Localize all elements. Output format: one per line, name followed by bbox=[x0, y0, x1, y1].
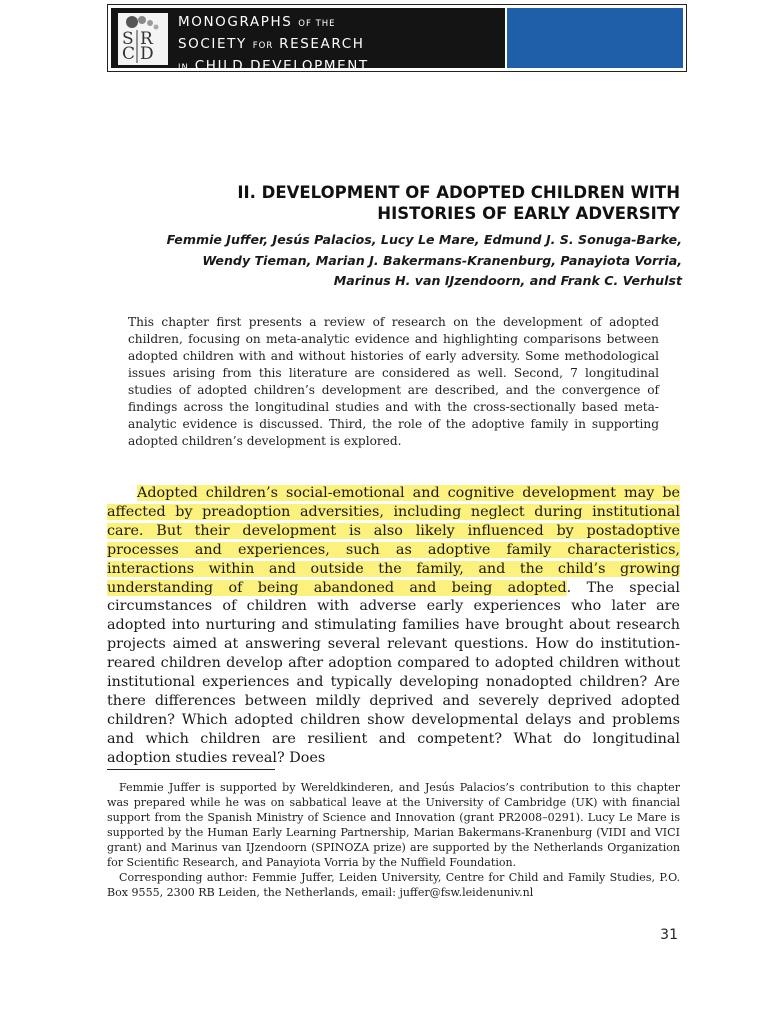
body-paragraph bbox=[107, 484, 680, 768]
svg-text:C: C bbox=[122, 44, 136, 64]
footnote-funding: Femmie Juffer is supported by Wereldkinderen, and Jesús Palacios’s contribution to this chapter was prepared while he was on sabbatical leave at the University of Cambridge (UK) with financial support from the Spanish Ministry of Science and Innovation (grant PR2008–0291). Lucy Le Mare is supported by the Human Early Learning Partnership, Marian Bakermans-Kranenburg (VIDI and VICI grant) and Marinus van IJzendoorn (SPINOZA prize) are supported by the Netherlands Organization for Scientific Research, and Panayiota Vorria by the Nuffield Foundation. bbox=[107, 781, 680, 869]
footnote bbox=[107, 780, 680, 900]
svg-text:R: R bbox=[140, 29, 153, 49]
banner-title-panel bbox=[111, 8, 505, 74]
series-title: MONOGRAPHS OF THE SOCIETY FOR RESEARCH IN CHILD DEVELOPMENT bbox=[178, 14, 369, 74]
chapter-title: II. DEVELOPMENT OF ADOPTED CHILDREN WITH HISTORIES OF EARLY ADVERSITY bbox=[237, 183, 680, 223]
srcd-logo-icon bbox=[118, 13, 168, 65]
body-text-rest: . The special circumstances of children with adverse early experiences who later are adopted into nurturing and stimulating families have brought about research projects aimed at answering several relevant questions. How do institution-reared children develop after adoption compared to adopted children without institutional experiences and typically developing nonadopted children? Are there differences between mildly deprived and severely deprived adopted children? Which adopted children show developmental delays and problems and which children are resilient and competent? What do longitudinal adoption studies reveal? Does bbox=[107, 579, 680, 766]
footnote-rule bbox=[107, 769, 275, 770]
author-list: Femmie Juffer, Jesús Palacios, Lucy Le Mare, Edmund J. S. Sonuga-Barke, Wendy Tieman, Marian J. Bakermans-Kranenburg, Panayiota Vorria, Marinus H. van IJzendoorn, and Frank C. Verhulst bbox=[166, 232, 682, 288]
abstract: This chapter first presents a review of research on the development of adopted children, focusing on meta-analytic evidence and highlighting comparisons between adopted children with and without histories of early adversity. Some methodological issues arising from this literature are considered as well. Second, 7 longitudinal studies of adopted children’s development are described, and the convergence of findings across the longitudinal studies and with the cross-sectionally based meta-analytic evidence is discussed. Third, the role of the adoptive family in supporting adopted children’s development is explored. bbox=[128, 315, 659, 448]
banner-color-panel bbox=[507, 8, 683, 68]
svg-text:D: D bbox=[140, 44, 154, 64]
journal-banner bbox=[107, 4, 687, 72]
srcd-logo bbox=[118, 13, 168, 65]
page-number: 31 bbox=[660, 927, 678, 943]
highlighted-text: Adopted children’s social-emotional and cognitive development may be affected by preadoption adversities, including neglect during institutional care. But their development is also likely influenced by postadoptive processes and experiences, such as adoptive family characteristics, interactions within and outside the family, and the child’s growing understanding of being abandoned and being adopted bbox=[107, 485, 680, 596]
footnote-correspondence: Corresponding author: Femmie Juffer, Leiden University, Centre for Child and Family Studies, P.O. Box 9555, 2300 RB Leiden, the Netherlands, email: juffer@fsw.leidenuniv.nl bbox=[107, 871, 680, 899]
svg-text:S: S bbox=[122, 29, 134, 49]
